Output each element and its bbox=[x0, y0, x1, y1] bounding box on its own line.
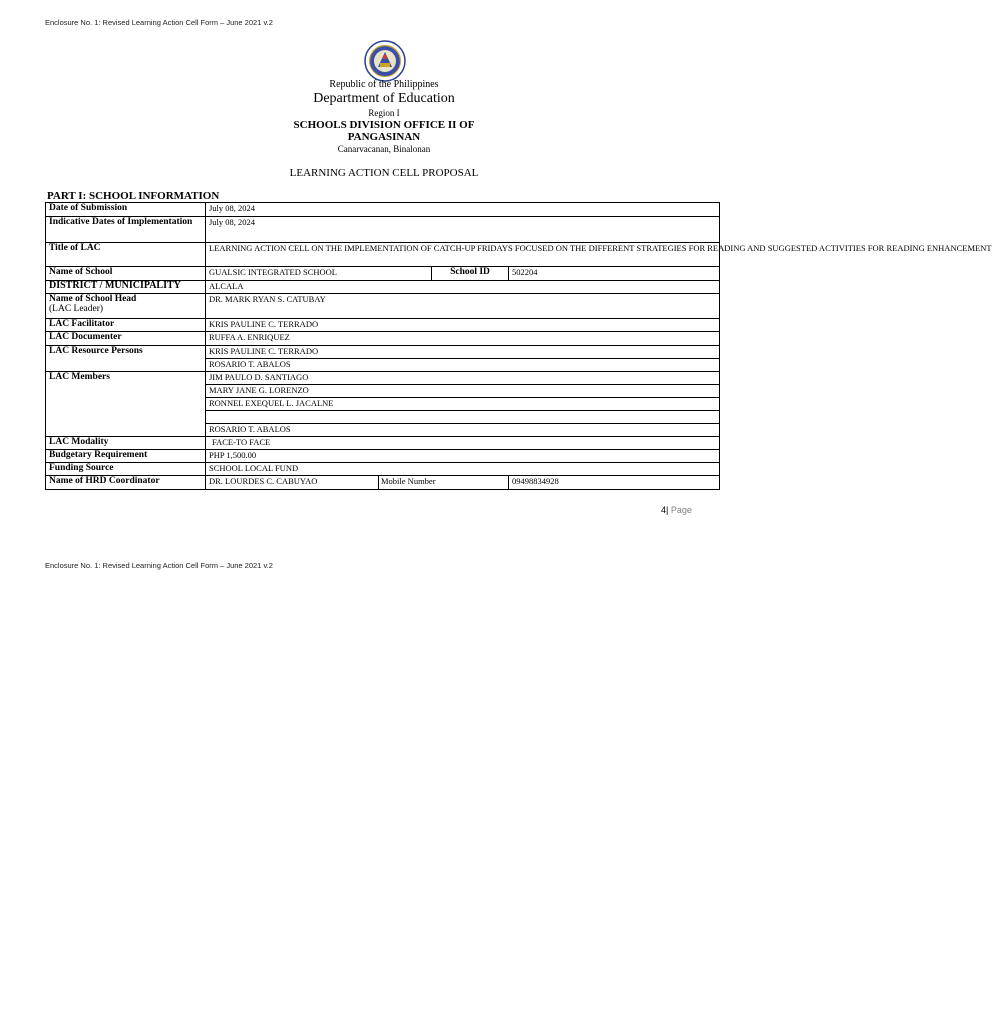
label-lac-leader-note: (LAC Leader) bbox=[49, 304, 104, 314]
value-resource-person: ROSARIO T. ABALOS bbox=[206, 359, 720, 372]
table-row bbox=[46, 243, 720, 267]
part-title: PART I: SCHOOL INFORMATION bbox=[47, 190, 220, 202]
value-lac-documenter: RUFFA A. ENRIQUEZ bbox=[206, 332, 720, 346]
label-mobile-number: Mobile Number bbox=[379, 476, 509, 490]
value-date-of-submission: July 08, 2024 bbox=[206, 203, 720, 217]
value-name-of-school: GUALSIC INTEGRATED SCHOOL bbox=[206, 267, 432, 281]
region-text: Region I bbox=[368, 108, 400, 118]
label-school-head-text: Name of School Head bbox=[49, 294, 137, 304]
label-funding-source: Funding Source bbox=[46, 463, 206, 476]
table-row bbox=[46, 281, 720, 294]
deped-seal-logo bbox=[364, 40, 406, 82]
label-indicative-dates: Indicative Dates of Implementation bbox=[46, 217, 206, 243]
value-hrd-coordinator: DR. LOURDES C. CABUYAO bbox=[206, 476, 379, 490]
label-lac-documenter: LAC Documenter bbox=[46, 332, 206, 346]
division-line-2: PANGASINAN bbox=[347, 131, 421, 143]
label-name-of-school: Name of School bbox=[46, 267, 206, 281]
value-lac-member: JIM PAULO D. SANTIAGO bbox=[206, 372, 720, 385]
table-row bbox=[46, 437, 720, 450]
value-lac-member bbox=[206, 411, 720, 424]
value-lac-modality: FACE-TO FACE bbox=[206, 437, 720, 450]
value-school-id: 502204 bbox=[509, 267, 720, 281]
label-lac-facilitator: LAC Facilitator bbox=[46, 319, 206, 332]
republic-text: Republic of the Philippines bbox=[329, 79, 439, 90]
label-lac-resource-persons: LAC Resource Persons bbox=[46, 346, 206, 372]
table-row bbox=[46, 463, 720, 476]
page-number-value: 4 bbox=[661, 505, 667, 515]
department-title: Department of Education bbox=[313, 91, 455, 106]
label-lac-members: LAC Members bbox=[46, 372, 206, 437]
value-budgetary-requirement: PHP 1,500.00 bbox=[206, 450, 720, 463]
address-text: Canarvacanan, Binalonan bbox=[337, 144, 431, 154]
value-lac-member: MARY JANE G. LORENZO bbox=[206, 385, 720, 398]
table-row bbox=[46, 346, 720, 359]
label-lac-modality: LAC Modality bbox=[46, 437, 206, 450]
value-resource-person: KRIS PAULINE C. TERRADO bbox=[206, 346, 720, 359]
enclosure-footer: Enclosure No. 1: Revised Learning Action Cell Form – June 2021 v.2 bbox=[45, 561, 273, 570]
value-lac-member: RONNEL EXEQUEL L. JACALNE bbox=[206, 398, 720, 411]
value-lac-facilitator: KRIS PAULINE C. TERRADO bbox=[206, 319, 720, 332]
label-school-head bbox=[46, 294, 206, 319]
value-school-head: DR. MARK RYAN S. CATUBAY bbox=[206, 294, 720, 319]
table-row bbox=[46, 217, 720, 243]
table-row bbox=[46, 372, 720, 385]
table-row bbox=[46, 294, 720, 319]
table-row bbox=[46, 450, 720, 463]
enclosure-header: Enclosure No. 1: Revised Learning Action Cell Form – June 2021 v.2 bbox=[45, 18, 273, 27]
school-information-table bbox=[45, 202, 992, 490]
label-budgetary-requirement: Budgetary Requirement bbox=[46, 450, 206, 463]
label-hrd-coordinator: Name of HRD Coordinator bbox=[46, 476, 206, 490]
table-row bbox=[46, 267, 720, 281]
label-date-of-submission: Date of Submission bbox=[46, 203, 206, 217]
value-indicative-dates: July 08, 2024 bbox=[206, 217, 720, 243]
table-row bbox=[46, 319, 720, 332]
division-line-1: SCHOOLS DIVISION OFFICE II OF bbox=[293, 119, 475, 131]
label-title-of-lac: Title of LAC bbox=[46, 243, 206, 267]
table-row bbox=[46, 476, 720, 490]
value-lac-member: ROSARIO T. ABALOS bbox=[206, 424, 720, 437]
page-word: Page bbox=[670, 505, 692, 515]
value-title-of-lac: LEARNING ACTION CELL ON THE IMPLEMENTATION OF CATCH-UP FRIDAYS FOCUSED ON THE DIFFERENT STRATEGIES FOR READING AND SUGGESTED ACTIVITIES FOR READING ENHANCEMENT bbox=[206, 243, 720, 267]
label-district: DISTRICT / MUNICIPALITY bbox=[46, 281, 206, 294]
value-mobile-number: 09498834928 bbox=[509, 476, 720, 490]
page-number bbox=[661, 505, 692, 515]
table-row bbox=[46, 332, 720, 346]
form-title: LEARNING ACTION CELL PROPOSAL bbox=[289, 167, 479, 179]
page-separator: | bbox=[666, 505, 669, 515]
label-school-id: School ID bbox=[432, 267, 509, 281]
value-funding-source: SCHOOL LOCAL FUND bbox=[206, 463, 720, 476]
table-row bbox=[46, 203, 720, 217]
value-district: ALCALA bbox=[206, 281, 720, 294]
